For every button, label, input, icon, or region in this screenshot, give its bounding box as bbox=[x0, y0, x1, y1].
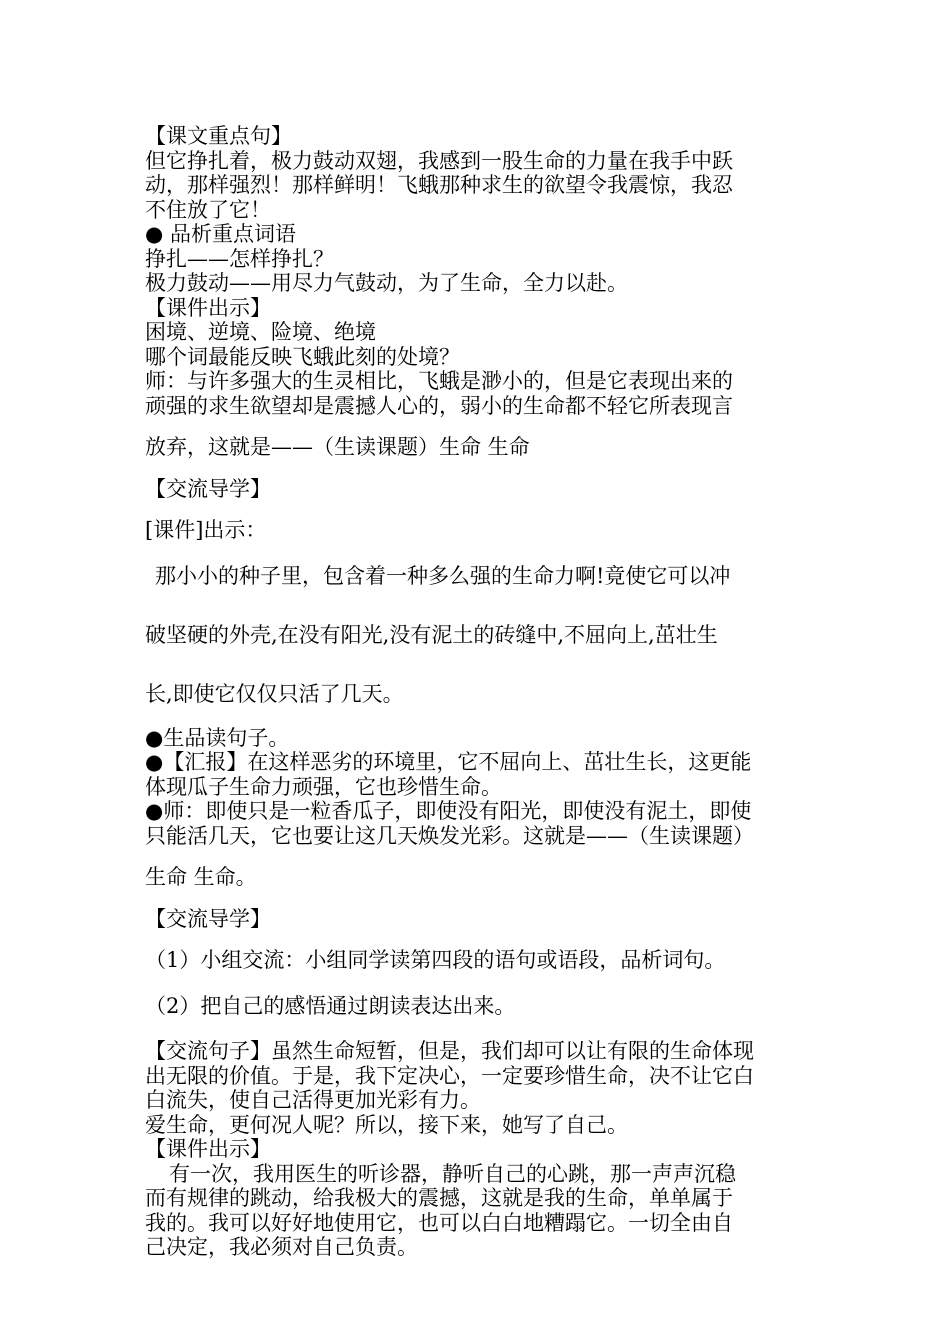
heading-courseware-2: 【课件出示】 bbox=[145, 1137, 271, 1161]
quote-line: 长,即使它仅仅只活了几天。 bbox=[145, 681, 404, 706]
heading-key-sentence: 【课文重点句】 bbox=[145, 124, 292, 148]
list-item-2: （2）把自己的感悟通过朗读表达出来。 bbox=[145, 993, 516, 1018]
text-line: 动，那样强烈！那样鲜明！飞蛾那种求生的欲望令我震惊，我忍 bbox=[145, 173, 733, 197]
bullet-line: ●师：即使只是一粒香瓜子，即使没有阳光，即使没有泥土，即使 bbox=[145, 799, 752, 823]
text-line: 【交流句子】虽然生命短暂，但是，我们却可以让有限的生命体现 bbox=[145, 1039, 754, 1063]
heading-exchange: 【交流导学】 bbox=[145, 476, 271, 501]
text-line: 出无限的价值。于是，我下定决心，一定要珍惜生命，决不让它白 bbox=[145, 1063, 754, 1088]
document-body bbox=[145, 124, 813, 1260]
text-line: 生命 生命。 bbox=[145, 865, 257, 889]
quote-line: 那小小的种子里，包含着一种多么强的生命力啊!竟使它可以冲 bbox=[155, 563, 731, 588]
text-line: 挣扎——怎样挣扎？ bbox=[145, 246, 334, 271]
text-line: [课件]出示： bbox=[145, 518, 267, 542]
heading-courseware: 【课件出示】 bbox=[145, 295, 271, 320]
text-line: 哪个词最能反映飞蛾此刻的处境？ bbox=[145, 344, 460, 369]
quote-line: 有一次，我用医生的听诊器，静听自己的心跳，那一声声沉稳 bbox=[169, 1161, 736, 1186]
text-line: 只能活几天，它也要让这几天焕发光彩。这就是——（生读课题） bbox=[145, 823, 754, 848]
quote-line: 我的。我可以好好地使用它，也可以白白地糟蹋它。一切全由自 bbox=[145, 1210, 733, 1235]
text-line: 白流失，使自己活得更加光彩有力。 bbox=[145, 1088, 481, 1112]
quote-line: 而有规律的跳动，给我极大的震撼，这就是我的生命，单单属于 bbox=[145, 1186, 733, 1210]
text-line: 但它挣扎着，极力鼓动双翅，我感到一股生命的力量在我手中跃 bbox=[145, 148, 733, 173]
text-line: 放弃，这就是——（生读课题）生命 生命 bbox=[145, 435, 530, 459]
quote-line: 破坚硬的外壳,在没有阳光,没有泥土的砖缝中,不屈向上,茁壮生 bbox=[145, 622, 718, 647]
text-line: 困境、逆境、险境、绝境 bbox=[145, 320, 376, 344]
text-line: 极力鼓动——用尽力气鼓动，为了生命，全力以赴。 bbox=[145, 271, 628, 295]
heading-exchange-2: 【交流导学】 bbox=[145, 906, 271, 931]
text-line: 爱生命，更何况人呢？所以，接下来，她写了自己。 bbox=[145, 1112, 628, 1137]
bullet-line: ●生品读句子。 bbox=[145, 725, 290, 750]
quote-line: 己决定，我必须对自己负责。 bbox=[145, 1235, 418, 1259]
text-line: 顽强的求生欲望却是震撼人心的，弱小的生命都不轻它所表现言 bbox=[145, 393, 733, 418]
text-line: 不住放了它！ bbox=[145, 197, 271, 222]
list-item-1: （1）小组交流：小组同学读第四段的语句或语段，品析词句。 bbox=[145, 948, 726, 972]
text-line: 师：与许多强大的生灵相比，飞蛾是渺小的，但是它表现出来的 bbox=[145, 369, 733, 393]
bullet-line: ● 品析重点词语 bbox=[145, 222, 296, 246]
bullet-line: ●【汇报】在这样恶劣的环境里，它不屈向上、茁壮生长，这更能 bbox=[145, 750, 752, 774]
text-line: 体现瓜子生命力顽强，它也珍惜生命。 bbox=[145, 774, 502, 799]
